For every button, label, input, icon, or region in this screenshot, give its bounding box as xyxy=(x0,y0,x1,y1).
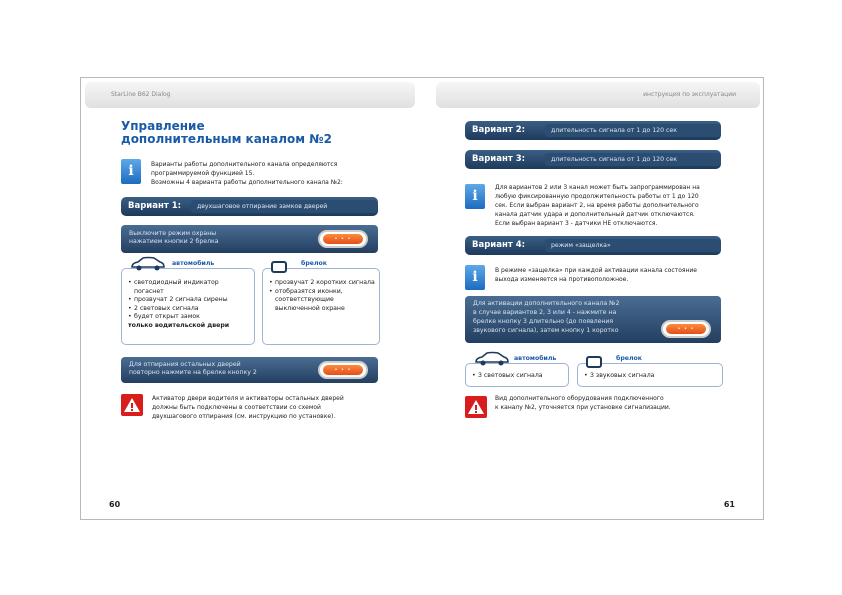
car-item-bold: • только водительской двери xyxy=(128,322,250,331)
variant-1-bar xyxy=(121,197,378,216)
action-unlock-line-1: Для отпирания остальных дверей xyxy=(129,361,241,368)
info-line-1: Варианты работы дополнительного канала определяются xyxy=(151,161,338,168)
left-header xyxy=(85,82,415,108)
fob-item: • прозвучат 2 коротких сигнала xyxy=(269,279,375,288)
info-icon: i xyxy=(121,159,141,184)
variant-3-bar xyxy=(465,150,721,169)
action-line-4: звукового сигнала), затем кнопку 1 коротко xyxy=(473,327,619,334)
variant-2-bar xyxy=(465,121,721,140)
right-header xyxy=(436,82,760,108)
left-page xyxy=(81,78,421,519)
fob-result-list xyxy=(584,372,718,381)
title-line-2: дополнительным каналом №2 xyxy=(121,132,332,146)
fob-button-dots: • • • xyxy=(323,234,363,244)
warning-icon xyxy=(121,394,143,416)
fob-button-dots: • • • xyxy=(666,324,706,334)
car-item: • 3 световых сигнала xyxy=(472,372,564,381)
variant-4-label: Вариант 4: xyxy=(472,240,526,250)
fob-icon xyxy=(586,356,602,368)
info-icon: i xyxy=(465,265,485,290)
action-unlock-rest xyxy=(121,357,378,383)
warning-text xyxy=(495,394,760,412)
car-label: автомобиль xyxy=(172,260,215,267)
car-label: автомобиль xyxy=(514,355,557,362)
action-unlock-line-2: повторно нажмите на брелке кнопку 2 xyxy=(129,369,257,376)
document-spread xyxy=(80,77,764,520)
action-line-2: в случае вариантов 2, 3 или 4 - нажмите на xyxy=(473,309,617,316)
variant-1-label: Вариант 1: xyxy=(128,201,182,211)
info-line-5: Если выбран вариант 3 - датчики НЕ отключаются. xyxy=(495,220,658,227)
fob-label: брелок xyxy=(616,355,642,362)
car-result-list xyxy=(128,279,250,330)
info-line-2: любую фиксированную продолжительность работы от 1 до 120 xyxy=(495,193,699,200)
variant-3-desc: длительность сигнала от 1 до 120 сек xyxy=(545,153,721,166)
fob-label: брелок xyxy=(301,260,327,267)
fob-result-box xyxy=(577,355,723,387)
key-fob-icon xyxy=(318,230,368,248)
info-icon: i xyxy=(465,184,485,209)
car-result-list xyxy=(472,372,564,381)
car-result-box xyxy=(121,260,255,345)
info-latch-line-1: В режиме «защелка» при каждой активации канала состояние xyxy=(495,267,697,274)
action-activate-channel xyxy=(465,296,721,343)
fob-item: • 3 звуковых сигнала xyxy=(584,372,718,381)
fob-icon xyxy=(271,261,287,273)
action-line-3: брелке кнопку 3 длительно (до появления xyxy=(473,318,614,325)
page-title xyxy=(121,120,332,146)
fob-result-list xyxy=(269,279,375,313)
right-header-text: инструкция по эксплуатации xyxy=(643,91,736,98)
info-line-1: Для вариантов 2 или 3 канал может быть запрограммирован на xyxy=(495,184,700,191)
car-icon xyxy=(474,351,510,366)
action-line-1: Для активации дополнительного канала №2 xyxy=(473,300,620,307)
info-latch-line-2: выхода изменяется на противоположное. xyxy=(495,276,629,283)
variant-2-label: Вариант 2: xyxy=(472,125,526,135)
variant-1-desc: двухшаговое отпирание замков дверей xyxy=(191,200,377,213)
variant-3-label: Вариант 3: xyxy=(472,154,526,164)
left-header-text: StarLine B62 Dialog xyxy=(111,91,171,98)
info-line-4: канала датчик удара и дополнительный датчик отключаются. xyxy=(495,211,695,218)
key-fob-icon xyxy=(661,320,711,338)
car-result-box xyxy=(465,355,569,387)
warning-line-1: Активатор двери водителя и активаторы остальных дверей xyxy=(152,395,344,402)
warning-line-1: Вид дополнительного оборудования подключенного xyxy=(495,395,664,402)
car-item: • светодиодный индикатор погаснет xyxy=(128,279,250,296)
variant-4-bar xyxy=(465,236,721,255)
car-item: • будет открыт замок xyxy=(128,313,250,322)
page-number: 61 xyxy=(723,500,735,509)
right-page xyxy=(422,78,763,519)
title-line-1: Управление xyxy=(121,119,205,133)
info-text-latch xyxy=(495,266,760,284)
variant-2-desc: длительность сигнала от 1 до 120 сек xyxy=(545,124,721,137)
action-disarm-line-2: нажатием кнопки 2 брелка xyxy=(129,238,219,245)
page-number: 60 xyxy=(109,500,121,509)
variant-4-desc: режим «защелка» xyxy=(545,239,721,252)
info-line-2: программируемой функцией 15. xyxy=(151,170,255,177)
car-icon xyxy=(130,256,166,271)
warning-line-3: двухшагового отпирания (см. инструкцию по установке). xyxy=(152,413,336,420)
warning-text xyxy=(152,394,417,421)
fob-result-box xyxy=(262,260,380,345)
fob-item: • отобразятся иконки, соответствующие выключенной охране xyxy=(269,288,375,314)
info-line-3: сек. Если выбран вариант 2, на время работы дополнительного xyxy=(495,202,699,209)
info-line-3: Возможны 4 варианта работы дополнительного канала №2: xyxy=(151,179,343,186)
action-disarm-line-1: Выключите режим охраны xyxy=(129,230,217,237)
key-fob-icon xyxy=(318,361,368,379)
car-item: • прозвучат 2 сигнала сирены xyxy=(128,296,250,305)
action-disarm xyxy=(121,225,378,253)
warning-icon xyxy=(465,396,487,418)
warning-line-2: должны быть подключены в соответствии со схемой xyxy=(152,404,321,411)
warning-line-2: к каналу №2, уточняется при установке сигнализации. xyxy=(495,404,671,411)
fob-button-dots: • • • xyxy=(323,365,363,375)
info-text-variants xyxy=(495,183,760,228)
info-text xyxy=(151,160,411,187)
car-item: • 2 световых сигнала xyxy=(128,305,250,314)
